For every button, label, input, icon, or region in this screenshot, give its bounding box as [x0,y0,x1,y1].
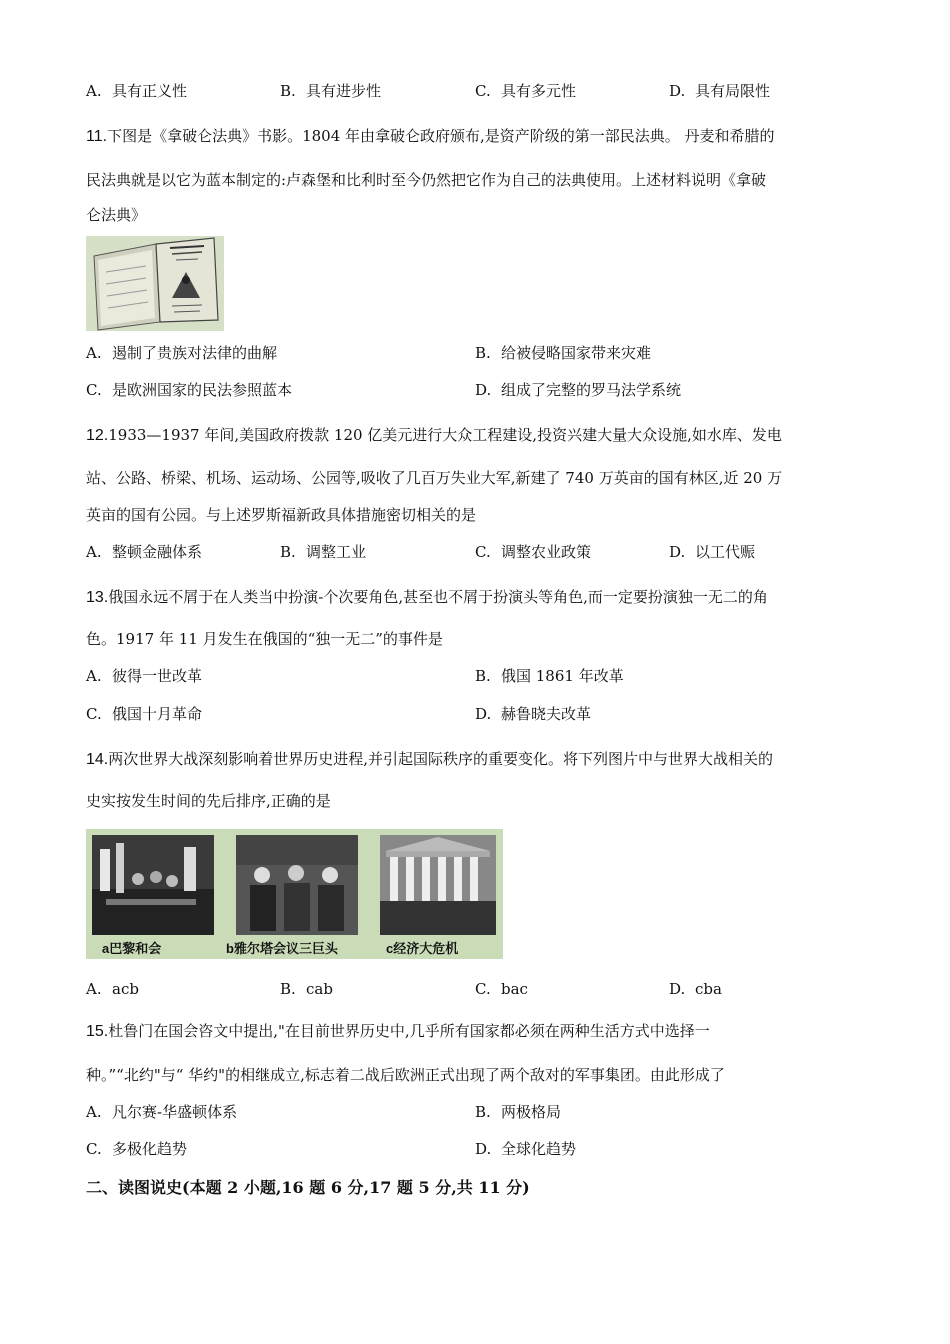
q11-option-a[interactable]: A. 遏制了贵族对法律的曲解 [86,344,278,362]
q11-stem-line-3: 仑法典》 [86,206,147,224]
q12-option-b[interactable]: B. 调整工业 [280,543,367,561]
q11-stem-line-2: 民法典就是以它为蓝本制定的:卢森堡和比利时至今仍然把它作为自己的法典使用。上述材料说明《拿破 [86,171,767,189]
q15-option-d[interactable]: D. 全球化趋势 [475,1140,577,1158]
q12-stem-line-1: 12.1933—1937 年间,美国政府拨款 120 亿美元进行大众工程建设,投资兴建大量大众设施,如水库、发电 [86,426,782,444]
q13-stem-line-1: 13.俄国永远不屑于在人类当中扮演-个次要角色,甚至也不屑于扮演头等角色,而一定要扮演独一无二的角 [86,588,768,606]
section-2-heading: 二、读图说史(本题 2 小题,16 题 6 分,17 题 5 分,共 11 分) [86,1178,530,1197]
q14-stem-line-1: 14.两次世界大战深刻影响着世界历史进程,并引起国际秩序的重要变化。将下列图片中与世界大战相关的 [86,750,774,768]
q11-option-b[interactable]: B. 给被侵略国家带来灾难 [475,344,652,362]
q10-option-d[interactable]: D. 具有局限性 [669,82,771,100]
q14-option-c[interactable]: C. bac [475,980,528,998]
q13-number: 13. [86,589,109,606]
q13-option-b[interactable]: B. 俄国 1861 年改革 [475,667,624,685]
q13-option-d[interactable]: D. 赫鲁晓夫改革 [475,705,592,723]
yalta-conference-photo [236,835,358,935]
q13-stem-line-2: 色。1917 年 11 月发生在俄国的“独一无二”的事件是 [86,630,443,648]
q12-stem-line-2: 站、公路、桥梁、机场、运动场、公园等,吸收了几百万失业大军,新建了 740 万英亩的国有林区,近 20 万 [86,469,783,487]
q14-option-a[interactable]: A. acb [86,980,139,998]
q10-option-b[interactable]: B. 具有进步性 [280,82,382,100]
q11-stem-line-1: 11.下图是《拿破仑法典》书影。1804 年由拿破仑政府颁布,是资产阶级的第一部民法典。 丹麦和希腊的 [86,127,775,145]
q13-option-c[interactable]: C. 俄国十月革命 [86,705,203,723]
q13-option-a[interactable]: A. 彼得一世改革 [86,667,203,685]
q14-number: 14. [86,751,109,768]
q15-option-a[interactable]: A. 凡尔赛-华盛顿体系 [86,1103,238,1121]
q15-stem-line-1: 15.杜鲁门在国会咨文中提出,"在目前世界历史中,几乎所有国家都必须在两种生活方式中选择一 [86,1022,710,1040]
q12-number: 12. [86,427,109,444]
q14-option-d[interactable]: D. cba [669,980,722,998]
q12-option-d[interactable]: D. 以工代赈 [669,543,756,561]
q14-option-b[interactable]: B. cab [280,980,333,998]
great-depression-photo [380,835,496,935]
q11-number: 11. [86,128,108,145]
napoleonic-code-book-image [86,236,224,331]
world-wars-photo-strip [86,829,503,959]
caption-c: c经济大危机 [386,941,459,956]
caption-a: a巴黎和会 [102,941,162,956]
q15-number: 15. [86,1023,109,1040]
q15-option-b[interactable]: B. 两极格局 [475,1103,562,1121]
q12-stem-line-3: 英亩的国有公园。与上述罗斯福新政具体措施密切相关的是 [86,506,477,524]
q11-option-d[interactable]: D. 组成了完整的罗马法学系统 [475,381,682,399]
q15-stem-line-2: 种。”“北约"与“ 华约"的相继成立,标志着二战后欧洲正式出现了两个敌对的军事集团。由此形成了 [86,1066,725,1084]
q14-stem-line-2: 史实按发生时间的先后排序,正确的是 [86,792,331,810]
caption-b: b雅尔塔会议三巨头 [226,941,338,956]
q10-option-c[interactable]: C. 具有多元性 [475,82,577,100]
q12-option-c[interactable]: C. 调整农业政策 [475,543,592,561]
q10-option-a[interactable]: A. 具有正义性 [86,82,188,100]
q15-option-c[interactable]: C. 多极化趋势 [86,1140,188,1158]
paris-peace-conference-photo [92,835,214,935]
q11-option-c[interactable]: C. 是欧洲国家的民法参照蓝本 [86,381,293,399]
q12-option-a[interactable]: A. 整顿金融体系 [86,543,203,561]
